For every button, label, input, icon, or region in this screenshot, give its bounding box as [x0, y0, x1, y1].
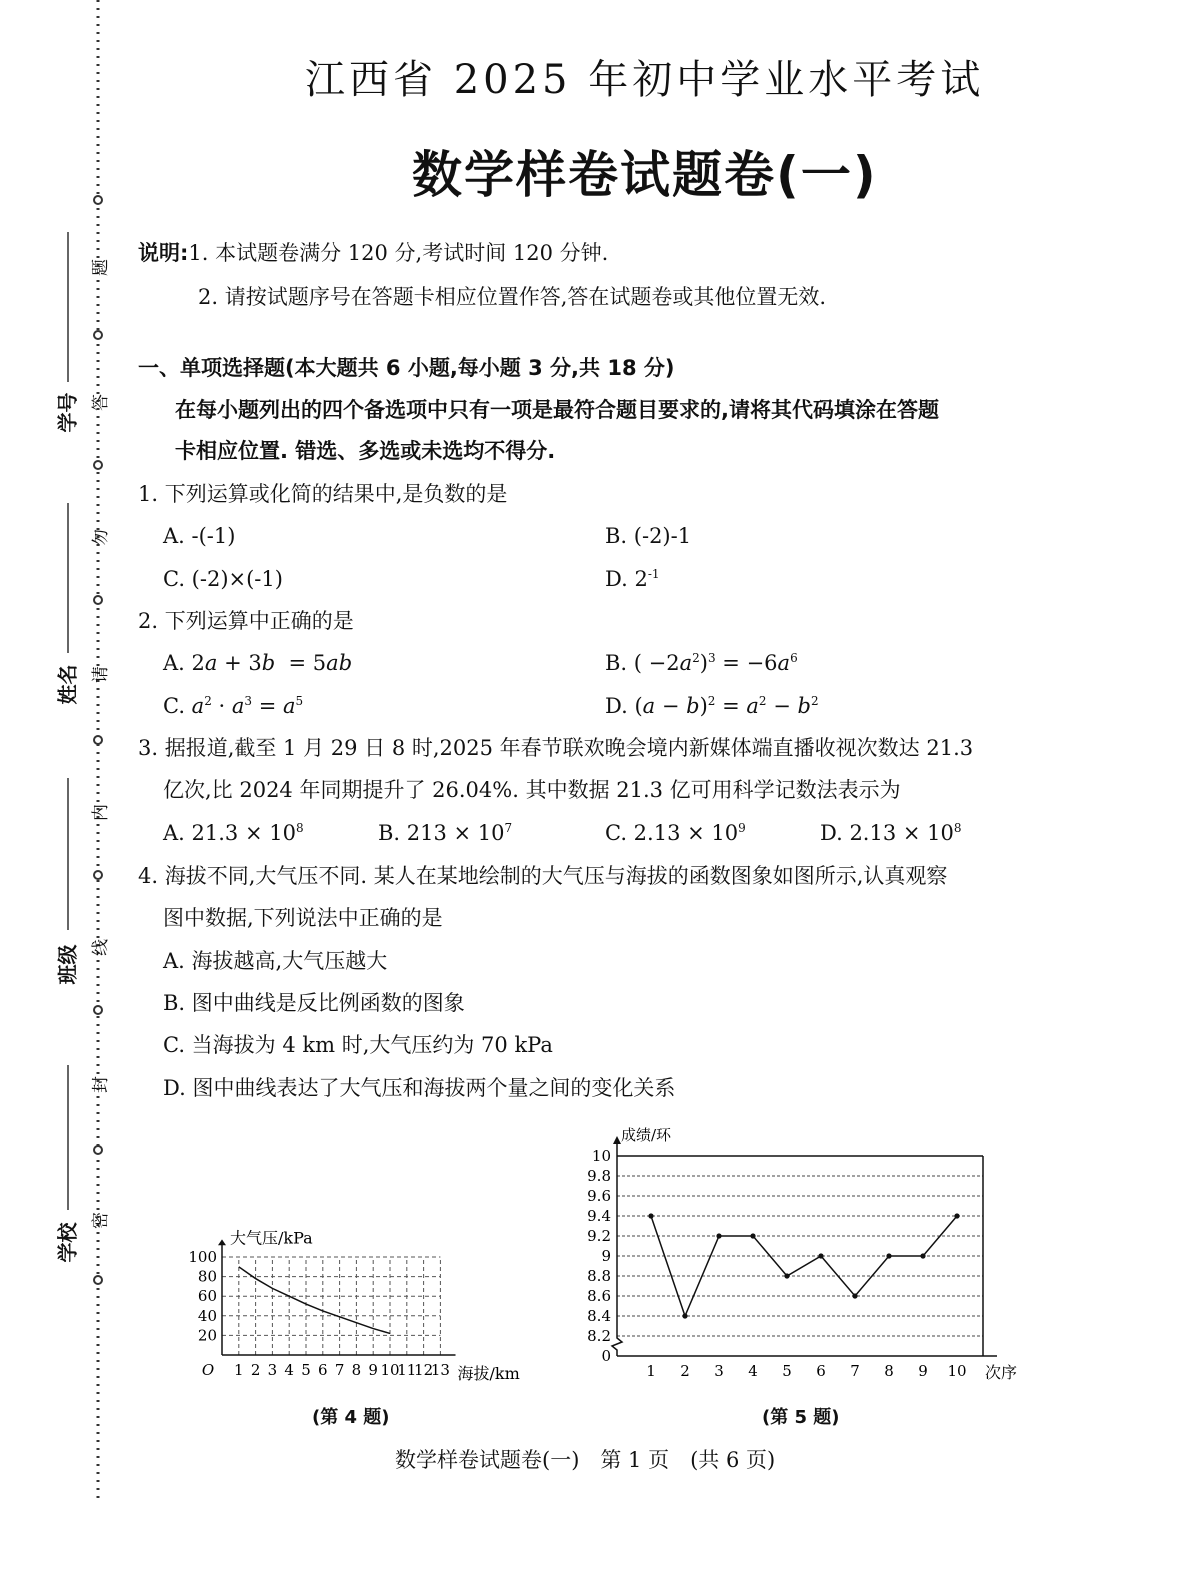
y-tick-label: 100: [188, 1248, 217, 1267]
x-tick-label: 1: [646, 1362, 656, 1380]
exam-title: 江西省 2025 年初中学业水平考试: [305, 57, 985, 103]
score-point: [682, 1313, 687, 1318]
figure-5-chart: [585, 1108, 1035, 1398]
x-tick-label: 1: [234, 1361, 244, 1379]
q1-stem: 1. 下列运算或化简的结果中,是负数的是: [138, 482, 508, 506]
q3-line-1: 3. 据报道,截至 1 月 29 日 8 时,2025 年春节联欢晚会境内新媒体端直播收视次数达 21.3: [138, 736, 974, 760]
q4-option-d: D. 图中曲线表达了大气压和海拔两个量之间的变化关系: [163, 1076, 676, 1100]
q4-option-c: C. 当海拔为 4 km 时,大气压约为 70 kPa: [163, 1033, 553, 1057]
x-tick-label: 10: [380, 1361, 400, 1379]
y-tick-label: 20: [197, 1326, 217, 1345]
y-tick-label: 8.6: [587, 1287, 611, 1305]
seal-char-2: 答: [91, 394, 111, 411]
x-tick-label: 8: [884, 1362, 894, 1380]
x-axis-label: 海拔/km: [457, 1364, 520, 1383]
y-tick-label: 9: [601, 1247, 611, 1265]
instructions-line-1: [138, 240, 608, 266]
q4-option-a: A. 海拔越高,大气压越大: [163, 949, 388, 973]
score-point: [852, 1293, 857, 1298]
x-tick-label: 2: [250, 1361, 261, 1379]
page-footer: 数学样卷试题卷(一) 第 1 页 (共 6 页): [395, 1448, 776, 1472]
score-line: [651, 1216, 957, 1316]
q1-option-a: A. -(-1): [163, 524, 236, 548]
seal-char-1: 题: [91, 259, 111, 276]
x-tick-label: 3: [267, 1361, 278, 1379]
q2-option-a: A. 2a + 3b = 5ab: [163, 651, 353, 675]
y-axis-arrow: [613, 1136, 621, 1144]
figure-5-caption: (第 5 题): [762, 1407, 840, 1428]
x-tick-label: 6: [816, 1362, 826, 1380]
instructions-heading: 说明:: [138, 241, 189, 265]
y-tick-label: 9.4: [587, 1207, 611, 1225]
y-tick-label: 8.4: [587, 1307, 611, 1325]
y-tick-label: 9.8: [587, 1167, 611, 1185]
x-tick-label: 2: [680, 1362, 690, 1380]
q3-option-d: D. $2.13 \times 10^8$: [820, 821, 962, 845]
origin-label: O: [201, 1361, 215, 1379]
score-point: [954, 1213, 959, 1218]
q1-option-d: [605, 566, 660, 592]
instructions-line-2: 2. 请按试题序号在答题卡相应位置作答,答在试题卷或其他位置无效.: [198, 285, 827, 309]
x-tick-label: 5: [782, 1362, 792, 1380]
x-tick-label: 4: [748, 1362, 758, 1380]
x-tick-label: 10: [947, 1362, 967, 1380]
y-axis-arrow: [218, 1239, 226, 1245]
y-tick-label: 80: [197, 1267, 217, 1286]
q2-option-d: D. $(a - b)^2 = a^2 - b^2$: [605, 694, 819, 718]
y-tick-label: 9.2: [587, 1227, 611, 1245]
x-tick-label: 13: [430, 1361, 450, 1379]
x-tick-label: 9: [368, 1361, 378, 1379]
exam-subtitle: 数学样卷试题卷(一): [412, 146, 878, 204]
y-tick-label: 9.6: [587, 1187, 611, 1205]
y-tick-label: 8.2: [587, 1327, 611, 1345]
seal-char-6: 线: [91, 939, 111, 956]
y-tick-label: 8.8: [587, 1267, 611, 1285]
score-point: [920, 1253, 925, 1258]
x-tick-label: 7: [334, 1361, 345, 1379]
q3-option-a: A. $21.3 \times 10^8$: [163, 821, 304, 845]
q3-line-2: 亿次,比 2024 年同期提升了 26.04%. 其中数据 21.3 亿可用科学记数法表示为: [163, 778, 901, 802]
x-tick-label: 3: [714, 1362, 724, 1380]
q3-option-b: B. $213 \times 10^7$: [378, 821, 513, 845]
seal-char-5: 内: [91, 804, 111, 821]
origin-label: 0: [601, 1347, 611, 1365]
y-axis: [612, 1138, 622, 1356]
q4-line-1: 4. 海拔不同,大气压不同. 某人在某地绘制的大气压与海拔的函数图象如图所示,认真观察: [138, 864, 948, 888]
score-point: [784, 1273, 789, 1278]
x-tick-label: 6: [318, 1361, 328, 1379]
seal-char-7: 封: [91, 1076, 111, 1093]
figure-4-chart: [180, 1145, 550, 1395]
section-desc-1: 在每小题列出的四个备选项中只有一项是最符合题目要求的,请将其代码填涂在答题: [175, 398, 939, 422]
score-point: [886, 1253, 891, 1258]
score-point: [750, 1233, 755, 1238]
seal-char-8: 密: [91, 1212, 111, 1229]
binding-margin: [0, 0, 130, 1595]
section-desc-2: 卡相应位置. 错选、多选或未选均不得分.: [175, 439, 556, 463]
y-tick-label: 10: [591, 1147, 611, 1165]
section-heading: 一、单项选择题(本大题共 6 小题,每小题 3 分,共 18 分): [138, 356, 675, 380]
q4-option-b: B. 图中曲线是反比例函数的图象: [163, 991, 465, 1015]
q4-line-2: 图中数据,下列说法中正确的是: [163, 906, 443, 930]
seal-char-4: 请: [91, 666, 111, 683]
y-axis-label: 成绩/环: [621, 1126, 672, 1144]
q3-option-c: C. $2.13 \times 10^9$: [605, 821, 746, 845]
y-axis-label: 大气压/kPa: [230, 1228, 313, 1248]
x-tick-label: 5: [301, 1361, 311, 1379]
score-point: [818, 1253, 823, 1258]
x-tick-label: 11: [397, 1361, 417, 1379]
label-name: 姓名: [55, 664, 80, 705]
y-tick-label: 40: [197, 1306, 217, 1325]
q1-option-d-base: D. 2: [605, 567, 648, 591]
y-tick-label: 60: [197, 1287, 217, 1306]
q1-option-b: B. (-2)-1: [605, 524, 692, 548]
q1-option-d-exp: -1: [647, 567, 660, 581]
seal-char-3: 勿: [91, 529, 111, 546]
label-class: 班级: [55, 944, 80, 985]
x-tick-label: 4: [284, 1361, 294, 1379]
label-school: 学校: [55, 1222, 80, 1263]
q2-option-c: C. $a^2 \cdot a^3 = a^5$: [163, 694, 304, 718]
score-point: [716, 1233, 721, 1238]
x-tick-label: 9: [918, 1362, 928, 1380]
score-point: [648, 1213, 653, 1218]
x-tick-label: 8: [351, 1361, 362, 1379]
q2-option-b: B. ( $-2a^2)^3 = -6a^6$: [605, 651, 798, 675]
x-tick-label: 7: [850, 1362, 860, 1380]
label-student-id: 学号: [55, 392, 80, 433]
x-axis-label: 次序: [985, 1363, 1018, 1382]
x-tick-label: 12: [414, 1361, 434, 1379]
instructions-text-1: 1. 本试题卷满分 120 分,考试时间 120 分钟.: [188, 241, 609, 265]
q1-option-c: C. (-2)×(-1): [163, 567, 283, 591]
figure-4-caption: (第 4 题): [312, 1407, 390, 1428]
q2-stem: 2. 下列运算中正确的是: [138, 609, 354, 633]
